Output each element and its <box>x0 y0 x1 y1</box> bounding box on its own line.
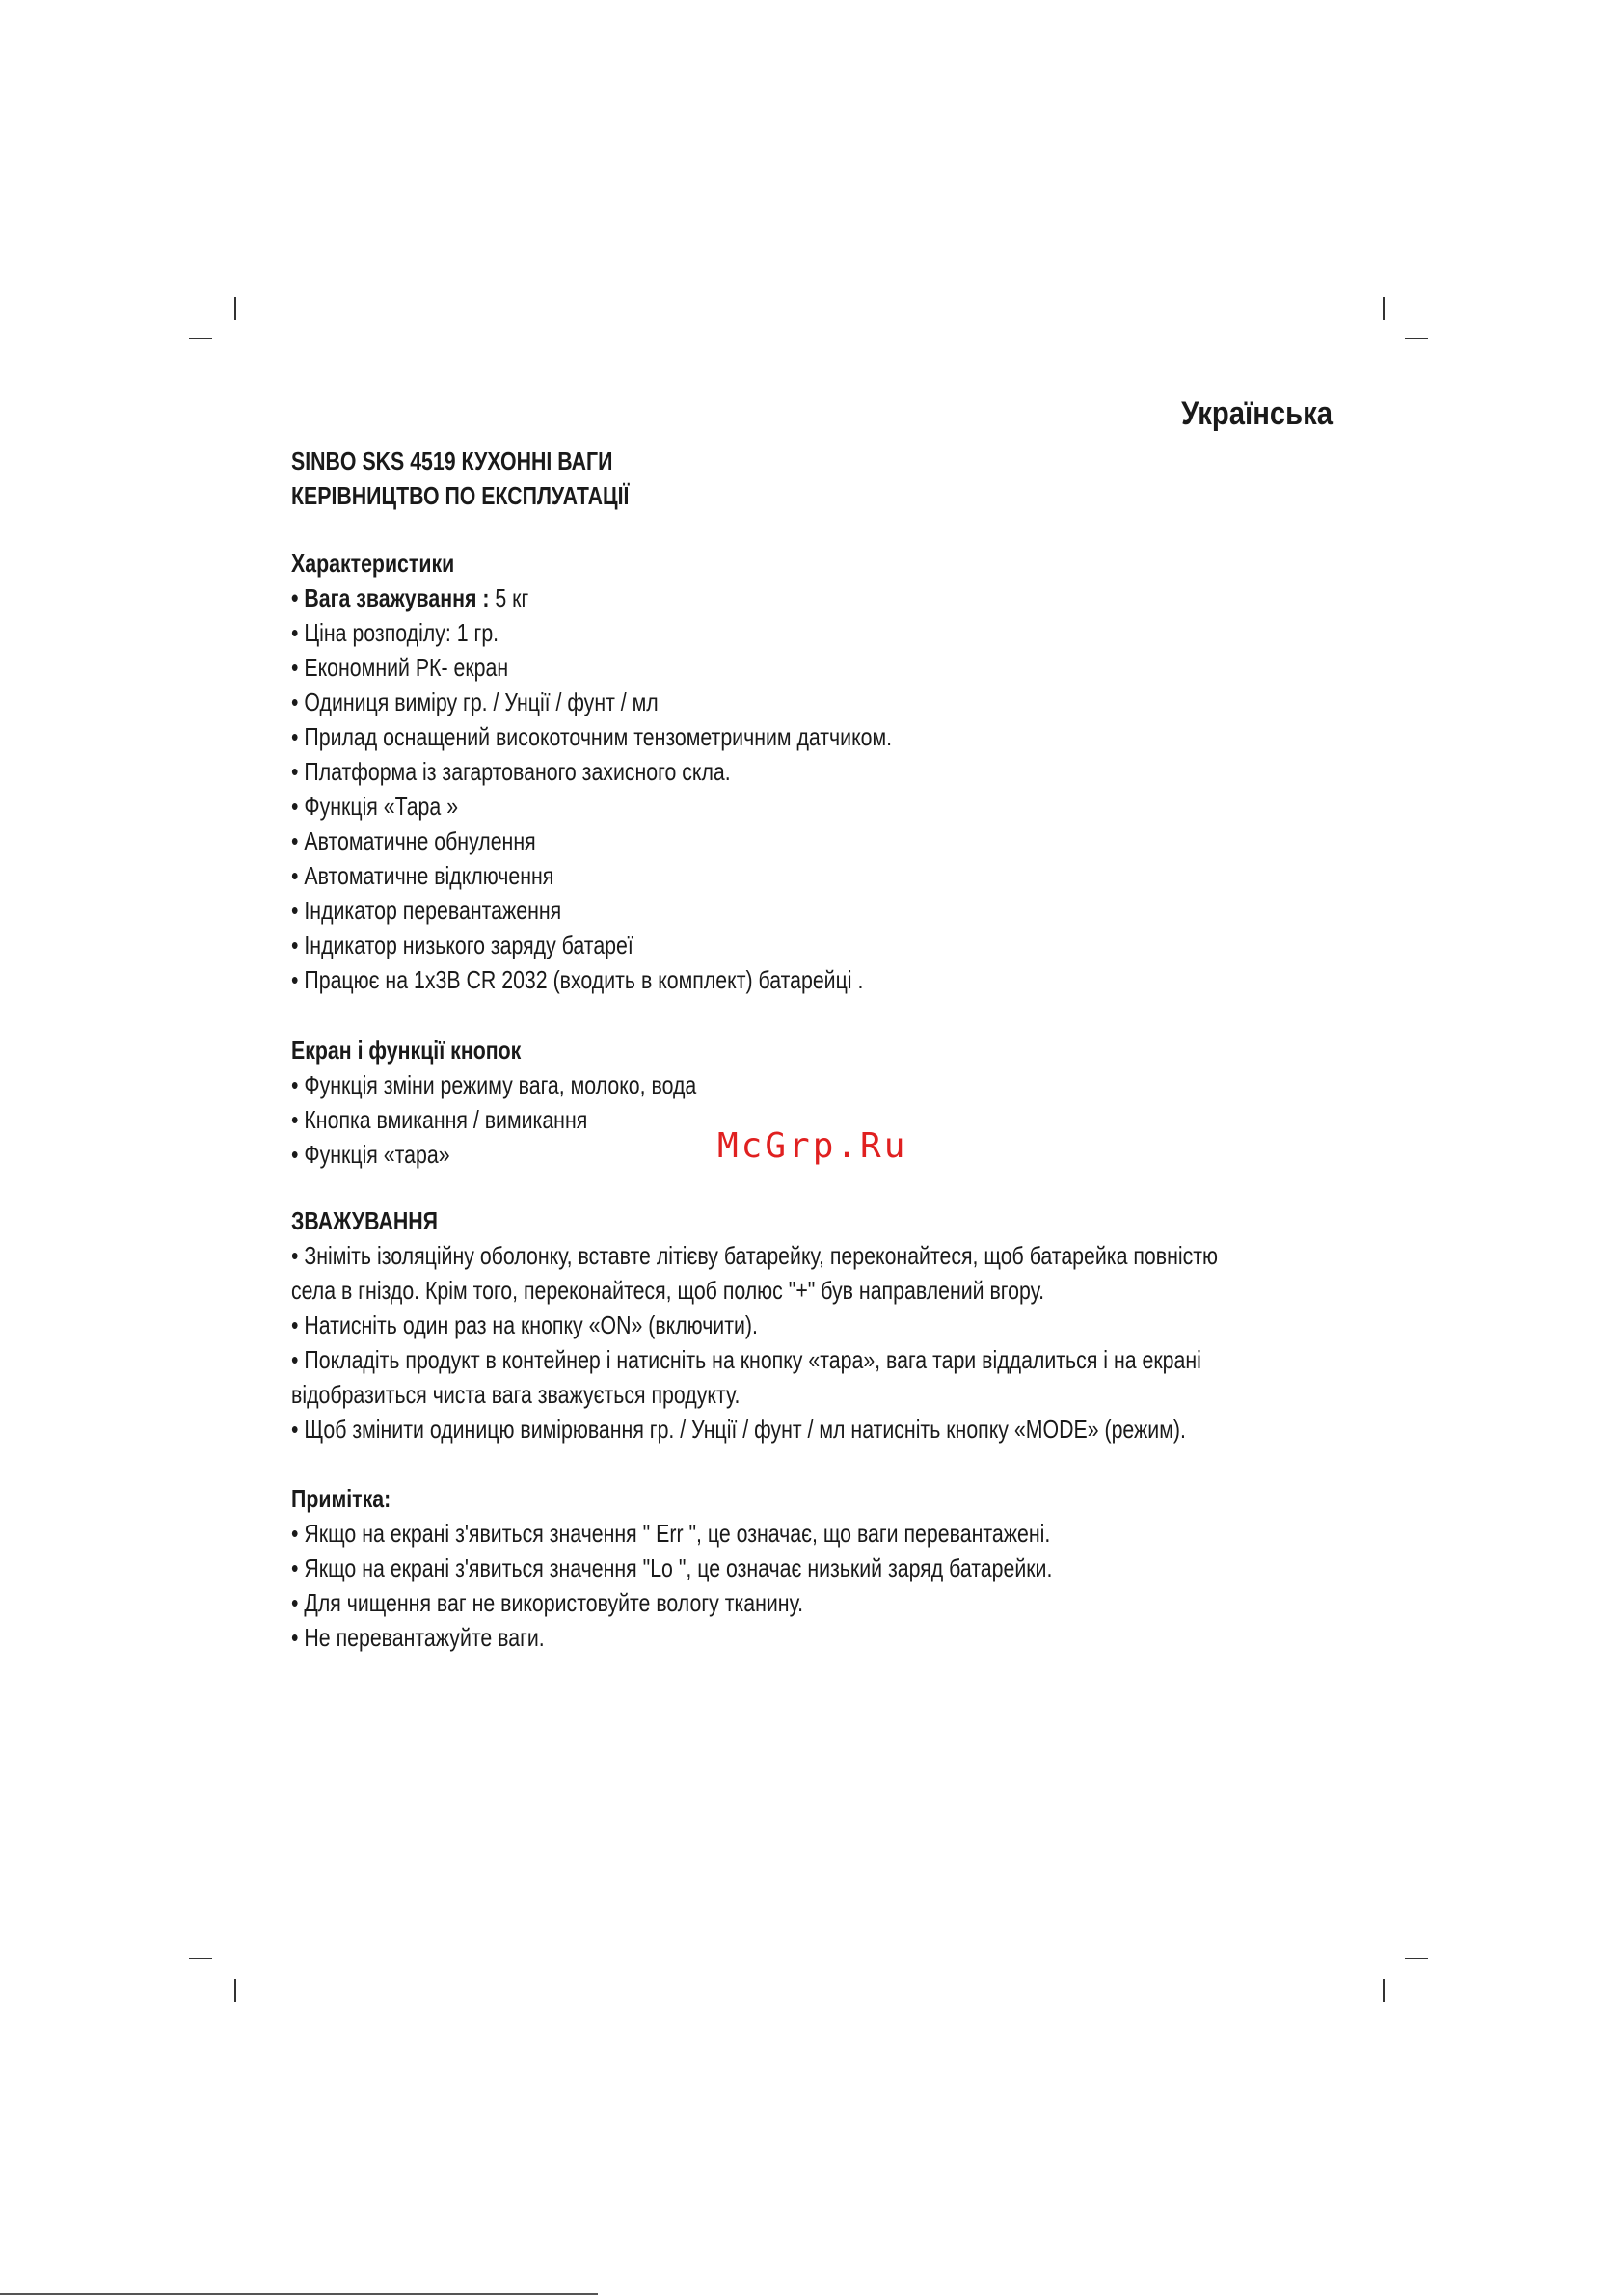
crop-mark-top-right-vertical <box>1383 297 1385 320</box>
crop-mark-top-left-horizontal <box>189 338 212 339</box>
crop-mark-bottom-right-vertical <box>1383 1979 1385 2002</box>
list-item: • Працює на 1х3В CR 2032 (входить в комплект) батарейці . <box>291 965 864 994</box>
crop-mark-bottom-right-horizontal <box>1405 1958 1428 1959</box>
bottom-rule <box>0 2293 598 2295</box>
list-item: • Функція зміни режиму вага, молоко, вода <box>291 1070 697 1099</box>
paragraph-line: • Зніміть ізоляційну оболонку, вставте літієву батарейку, переконайтеся, щоб батарейка повністю <box>291 1241 1219 1270</box>
list-item: • Індикатор низького заряду батареї <box>291 931 633 959</box>
list-item: • Автоматичне обнулення <box>291 826 536 855</box>
list-item: • Одиниця виміру гр. / Унції / фунт / мл <box>291 688 659 716</box>
specs-heading: Характеристики <box>291 549 455 578</box>
specs-section <box>291 546 1304 997</box>
list-item: • Економний РК- екран <box>291 653 509 682</box>
buttons-heading: Екран і функції кнопок <box>291 1036 522 1065</box>
paragraph-line: • Щоб змінити одиницю вимірювання гр. / Унції / фунт / мл натисніть кнопку «MODE» (режим). <box>291 1415 1186 1444</box>
crop-mark-top-left-vertical <box>234 297 236 320</box>
list-item: • Ціна розподілу: 1 гр. <box>291 618 499 647</box>
list-item: • Не перевантажуйте ваги. <box>291 1623 545 1652</box>
paragraph-line: • Натисніть один раз на кнопку «ON» (включити). <box>291 1310 758 1339</box>
list-item: • Функція «Тара » <box>291 792 459 821</box>
paragraph-line: села в гніздо. Крім того, переконайтеся, щоб полюс "+" був направлений вгору. <box>291 1276 1045 1305</box>
crop-mark-top-right-horizontal <box>1405 338 1428 339</box>
language-title: Українська <box>1181 395 1333 432</box>
doc-title <box>291 444 1304 513</box>
list-item: • Автоматичне відключення <box>291 861 554 890</box>
list-item: • Кнопка вмикання / вимикання <box>291 1105 588 1134</box>
list-item: • Прилад оснащений високоточним тензометричним датчиком. <box>291 722 893 751</box>
weighing-section <box>291 1203 1304 1446</box>
list-item: • Для чищення ваг не використовуйте вологу тканину. <box>291 1588 804 1617</box>
doc-title-line: SINBO SKS 4519 КУХОННІ ВАГИ <box>291 446 613 475</box>
crop-mark-bottom-left-horizontal <box>189 1958 212 1959</box>
weighing-heading: ЗВАЖУВАННЯ <box>291 1206 439 1235</box>
doc-title-line: КЕРІВНИЦТВО ПО ЕКСПЛУАТАЦІЇ <box>291 481 630 510</box>
list-item: • Платформа із загартованого захисного скла. <box>291 757 731 786</box>
spec-value: 5 кг <box>489 583 529 612</box>
spec-label: • Вага зважування : <box>291 583 490 612</box>
watermark-text: McGrp.Ru <box>717 1126 908 1166</box>
list-item: • Індикатор перевантаження <box>291 896 562 925</box>
paragraph-line: • Покладіть продукт в контейнер і натисніть на кнопку «тара», вага тари віддалиться і на екрані <box>291 1345 1201 1374</box>
list-item: • Функція «тара» <box>291 1140 450 1169</box>
list-item <box>291 581 1304 615</box>
list-item: • Якщо на екрані з'явиться значення "Lo ", це означає низький заряд батарейки. <box>291 1553 1053 1582</box>
paragraph-line: відобразиться чиста вага зважується продукту. <box>291 1380 741 1409</box>
list-item: • Якщо на екрані з'явиться значення " Err ", це означає, що ваги перевантажені. <box>291 1519 1051 1548</box>
notes-heading: Примітка: <box>291 1484 391 1513</box>
crop-mark-bottom-left-vertical <box>234 1979 236 2002</box>
notes-section <box>291 1481 1304 1655</box>
